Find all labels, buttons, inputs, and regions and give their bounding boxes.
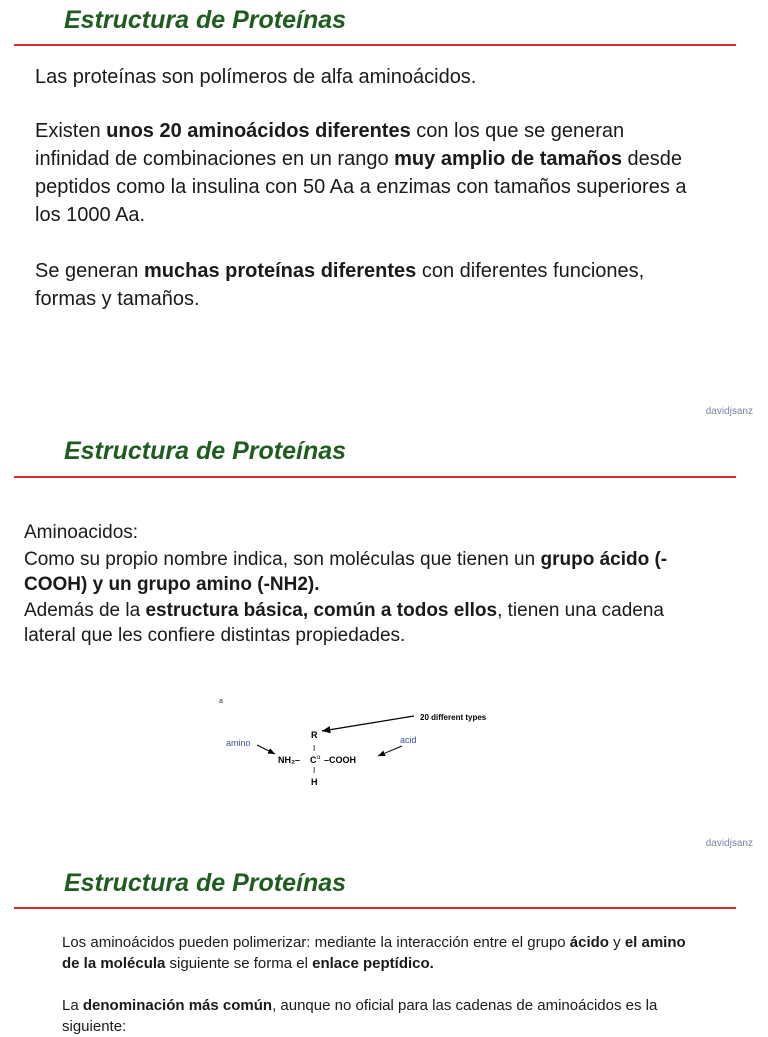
slide-1-paragraph-2: Existen unos 20 aminoácidos diferentes con los que se generan infinidad de combinaciones en un rango muy amplio de tamaños desde peptidos como la insulina con 50 Aa a enzimas con tamaños superiores a los 1000 Aa. <box>35 120 687 226</box>
h-atom: H <box>311 777 318 787</box>
alpha-symbol: α <box>317 755 321 761</box>
types-label: 20 different types <box>420 713 487 722</box>
bond-bottom: I <box>313 766 316 775</box>
slide-1-credit: davidjsanz <box>705 406 753 417</box>
slide-2-credit: davidjsanz <box>705 838 753 849</box>
alpha-carbon: C <box>310 755 317 765</box>
slide-1-paragraph-3: Se generan muchas proteínas diferentes con diferentes funciones, formas y tamaños. <box>35 260 645 310</box>
slide-1-title: Estructura de Proteínas <box>64 6 347 34</box>
slide-2-heading: Aminoacidos: <box>24 522 139 543</box>
cooh-group: –COOH <box>324 755 357 765</box>
slide-1-paragraph-1: Las proteínas son polímeros de alfa aminoácidos. <box>35 66 477 88</box>
slide-3-paragraph-1: Los aminoácidos pueden polimerizar: mediante la interacción entre el grupo ácido y el amino de la molécula siguiente se forma el enlace peptídico. <box>62 934 686 972</box>
acid-label: acid <box>400 735 417 745</box>
diagram-corner-mark: a <box>219 698 223 705</box>
slide-2-paragraph-2: Además de la estructura básica, común a todos ellos, tienen una cadena lateral que les confiere distintas propiedades. <box>24 600 664 646</box>
amino-label: amino <box>226 738 251 748</box>
slide-2-title: Estructura de Proteínas <box>64 437 347 465</box>
bond-top: I <box>313 744 316 753</box>
nh2-group: NH₂– <box>278 755 301 765</box>
slide-2-paragraph-1: Como su propio nombre indica, son moléculas que tienen un grupo ácido (-COOH) y un grupo amino (-NH2). <box>24 549 668 595</box>
slide-3-paragraph-2: La denominación más común, aunque no oficial para las cadenas de aminoácidos es la siguiente: <box>62 997 658 1035</box>
slide-3-title: Estructura de Proteínas <box>64 869 347 897</box>
slide-3-title-rule <box>14 907 736 909</box>
r-group: R <box>311 730 318 740</box>
